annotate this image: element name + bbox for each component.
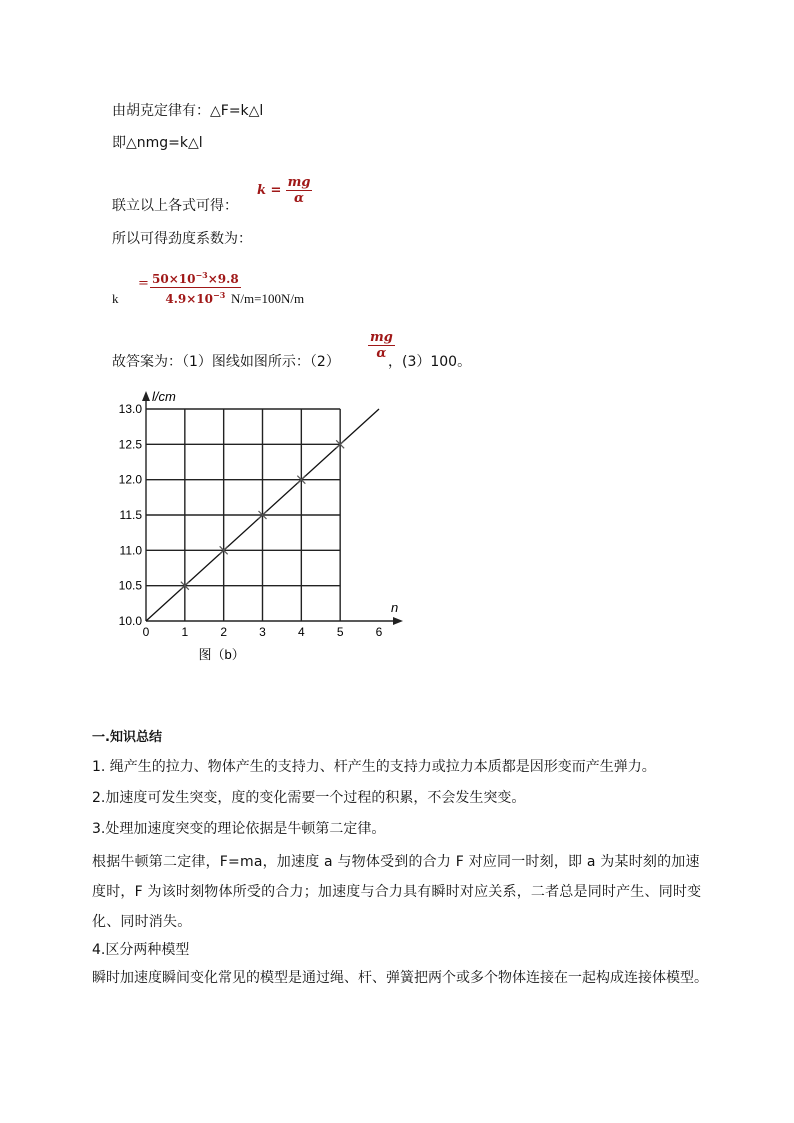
- graph-b-chart: [100, 385, 420, 670]
- chart-grid: [146, 409, 340, 621]
- k-formula-fraction: [286, 175, 313, 206]
- k-value-den: [150, 288, 241, 307]
- stiffness-label: 所以可得劲度系数为：: [112, 231, 252, 247]
- y-tick-label: 10.5: [118, 578, 142, 593]
- y-tick-label: 11.0: [119, 543, 142, 558]
- summary-item-1: 1. 绳产生的拉力、物体产生的支持力、杆产生的支持力或拉力本质都是因形变而产生弹力。: [92, 759, 656, 775]
- y-tick-label: 13.0: [118, 402, 142, 416]
- k-formula-num: mg: [287, 175, 311, 190]
- k-formula-den: α: [294, 191, 305, 206]
- x-tick-label: 0: [142, 625, 150, 639]
- chart-caption: 图（b）: [198, 647, 245, 662]
- chart-ticks: [119, 402, 383, 639]
- x-tick-label: 1: [181, 625, 189, 639]
- x-tick-label: 5: [336, 625, 344, 639]
- x-tick-label: 2: [220, 625, 228, 639]
- ie-line: 即△nmg=k△l: [112, 135, 203, 151]
- k-value-fraction: [150, 268, 241, 307]
- y-tick-label: 11.5: [119, 508, 142, 522]
- k-num-base: 50×10: [152, 272, 196, 286]
- k-den-exp: −3: [213, 290, 226, 300]
- models-text: 瞬时加速度瞬间变化常见的模型是通过绳、杆、弹簧把两个或多个物体连接在一起构成连接体模型。: [92, 970, 708, 986]
- k-symbol: k: [112, 291, 119, 306]
- k-num-exp: −3: [195, 270, 208, 280]
- y-axis-arrow: [142, 391, 150, 401]
- chart-ylabel: l/cm: [152, 389, 176, 404]
- k-unit-result: N/m=100N/m: [231, 291, 305, 306]
- x-tick-label: 4: [297, 625, 305, 639]
- y-tick-label: 12.5: [118, 437, 142, 452]
- summary-item-3: 3.处理加速度突变的理论依据是牛顿第二定律。: [92, 821, 386, 837]
- models-heading: 4.区分两种模型: [92, 942, 190, 958]
- y-tick-label: 12.0: [118, 472, 142, 487]
- newton-paragraph: 根据牛顿第二定律，F=ma，加速度 a 与物体受到的合力 F 对应同一时刻，即 a 为某时刻的加速度时，F 为该时刻物体所受的合力；加速度与合力具有瞬时对应关系，二者总是同时产生、同时变化、同时消失。: [92, 854, 702, 930]
- x-tick-label: 6: [375, 625, 383, 639]
- chart-xlabel: n: [391, 600, 399, 615]
- answer-frac-num: mg: [370, 330, 393, 345]
- combine-label: 联立以上各式可得：: [112, 198, 238, 214]
- answer-suffix: ，(3）100。: [388, 354, 472, 370]
- y-tick-label: 10.0: [118, 614, 142, 628]
- hooke-law-line: 由胡克定律有：△F=k△l: [112, 103, 264, 119]
- k-eq-sign: =: [138, 276, 149, 291]
- summary-item-2: 2.加速度可发生突变，度的变化需要一个过程的积累，不会发生突变。: [92, 790, 526, 806]
- k-formula-lhs: k =: [257, 183, 282, 198]
- x-axis-arrow: [393, 617, 403, 625]
- k-formula: [257, 175, 312, 206]
- x-tick-label: 3: [259, 625, 266, 639]
- k-value-num: [150, 268, 241, 288]
- answer-prefix: 故答案为：（1）图线如图所示：（2）: [112, 354, 340, 370]
- answer-frac-den: α: [376, 346, 387, 361]
- summary-heading: 一.知识总结: [92, 730, 162, 745]
- k-num-tail: ×9.8: [207, 272, 239, 286]
- k-den-base: 4.9×10: [165, 292, 214, 306]
